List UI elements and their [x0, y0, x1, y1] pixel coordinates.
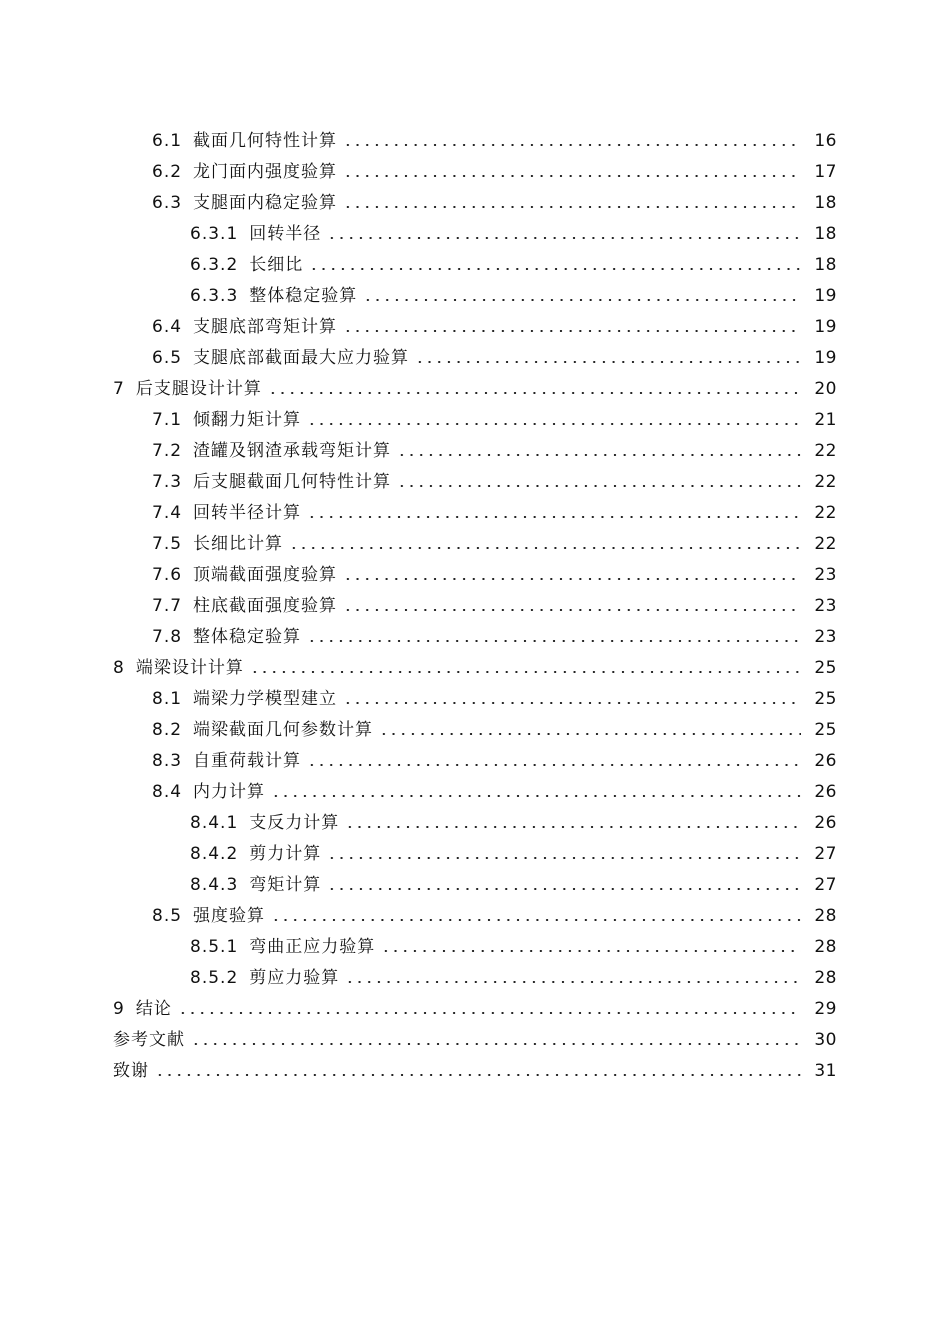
toc-entry-page-number: 27 [814, 844, 837, 864]
dot-leader [397, 454, 801, 456]
dot-leader [343, 330, 801, 332]
toc-entry[interactable] [0, 963, 950, 994]
toc-entry-number: 6.1 [152, 131, 183, 151]
toc-entry[interactable] [0, 839, 950, 870]
dot-leader [307, 640, 801, 642]
toc-entry[interactable] [0, 188, 950, 219]
toc-entry[interactable] [0, 343, 950, 374]
dot-leader [345, 826, 801, 828]
toc-entry-number: 6.4 [152, 317, 183, 337]
toc-entry[interactable] [0, 653, 950, 684]
toc-entry[interactable] [0, 994, 950, 1025]
toc-entry[interactable] [0, 219, 950, 250]
toc-entry-title: 支腿面内稳定验算 [193, 193, 338, 213]
dot-leader [343, 609, 801, 611]
toc-entry[interactable] [0, 312, 950, 343]
toc-entry-page-number: 19 [814, 286, 837, 306]
dot-leader [345, 981, 801, 983]
dot-leader [307, 423, 801, 425]
dot-leader [343, 144, 801, 146]
toc-entry-number: 7.2 [152, 441, 183, 461]
toc-entry[interactable] [0, 250, 950, 281]
dot-leader [327, 888, 801, 890]
toc-entry-title: 长细比计算 [193, 534, 284, 554]
toc-entry-title: 内力计算 [193, 782, 266, 802]
toc-entry-title: 自重荷载计算 [193, 751, 302, 771]
dot-leader [268, 392, 801, 394]
toc-entry-title: 整体稳定验算 [193, 627, 302, 647]
toc-entry-title: 后支腿截面几何特性计算 [193, 472, 392, 492]
toc-entry[interactable] [0, 498, 950, 529]
toc-entry-number: 7.1 [152, 410, 183, 430]
toc-entry-title: 长细比 [249, 255, 304, 275]
toc-entry-number: 7.8 [152, 627, 183, 647]
toc-entry-number: 8.5 [152, 906, 183, 926]
toc-entry-title: 龙门面内强度验算 [193, 162, 338, 182]
toc-entry-number: 8.3 [152, 751, 183, 771]
toc-entry[interactable] [0, 467, 950, 498]
toc-entry-number: 6.3 [152, 193, 183, 213]
toc-entry[interactable] [0, 436, 950, 467]
dot-leader [250, 671, 801, 673]
toc-entry[interactable] [0, 932, 950, 963]
toc-entry[interactable] [0, 591, 950, 622]
toc-entry-title: 端梁力学模型建立 [193, 689, 338, 709]
toc-entry-title: 端梁截面几何参数计算 [193, 720, 374, 740]
toc-entry-page-number: 27 [814, 875, 837, 895]
toc-entry-title: 截面几何特性计算 [193, 131, 338, 151]
dot-leader [309, 268, 801, 270]
toc-entry[interactable] [0, 684, 950, 715]
toc-entry-number: 6.3.3 [190, 286, 239, 306]
toc-entry[interactable] [0, 126, 950, 157]
toc-entry[interactable] [0, 157, 950, 188]
toc-entry[interactable] [0, 870, 950, 901]
toc-entry-title: 剪应力验算 [249, 968, 340, 988]
dot-leader [327, 237, 801, 239]
toc-entry-number: 8.1 [152, 689, 183, 709]
dot-leader [271, 795, 801, 797]
toc-entry-page-number: 23 [814, 596, 837, 616]
toc-entry-page-number: 25 [814, 658, 837, 678]
toc-entry-page-number: 30 [814, 1030, 837, 1050]
toc-entry-page-number: 19 [814, 317, 837, 337]
toc-entry-page-number: 21 [814, 410, 837, 430]
toc-entry-number: 7.6 [152, 565, 183, 585]
toc-entry-title: 倾翻力矩计算 [193, 410, 302, 430]
toc-entry-page-number: 29 [814, 999, 837, 1019]
dot-leader [271, 919, 801, 921]
toc-entry-title: 支腿底部截面最大应力验算 [193, 348, 410, 368]
toc-entry-page-number: 31 [814, 1061, 837, 1081]
toc-entry[interactable] [0, 560, 950, 591]
toc-entry-number: 8.5.2 [190, 968, 239, 988]
toc-entry-page-number: 22 [814, 534, 837, 554]
toc-entry[interactable] [0, 715, 950, 746]
dot-leader [327, 857, 801, 859]
dot-leader [155, 1074, 801, 1076]
dot-leader [397, 485, 801, 487]
toc-entry-title: 支腿底部弯矩计算 [193, 317, 338, 337]
toc-entry-title: 弯曲正应力验算 [249, 937, 376, 957]
toc-entry[interactable] [0, 901, 950, 932]
toc-entry-title: 后支腿设计计算 [135, 379, 262, 399]
toc-entry[interactable] [0, 808, 950, 839]
toc-entry-number: 7.4 [152, 503, 183, 523]
toc-entry[interactable] [0, 281, 950, 312]
toc-entry-number: 8.4.2 [190, 844, 239, 864]
toc-entry-page-number: 18 [814, 224, 837, 244]
toc-entry-page-number: 26 [814, 813, 837, 833]
toc-entry-page-number: 25 [814, 689, 837, 709]
dot-leader [381, 950, 801, 952]
toc-entry[interactable] [0, 529, 950, 560]
toc-entry-title: 参考文献 [113, 1030, 185, 1050]
toc-entry-number: 8.4 [152, 782, 183, 802]
toc-entry-page-number: 28 [814, 937, 837, 957]
toc-entry-number: 8.2 [152, 720, 183, 740]
toc-entry-number: 6.3.2 [190, 255, 239, 275]
toc-entry-title: 结论 [135, 999, 172, 1019]
toc-entry[interactable] [0, 374, 950, 405]
toc-entry-page-number: 25 [814, 720, 837, 740]
dot-leader [289, 547, 801, 549]
dot-leader [307, 516, 801, 518]
toc-entry-page-number: 28 [814, 968, 837, 988]
toc-entry-number: 6.5 [152, 348, 183, 368]
toc-entry-title: 顶端截面强度验算 [193, 565, 338, 585]
dot-leader [343, 206, 801, 208]
toc-entry[interactable] [0, 622, 950, 653]
toc-entry-page-number: 16 [814, 131, 837, 151]
toc-entry-title: 支反力计算 [249, 813, 340, 833]
toc-entry[interactable] [0, 405, 950, 436]
toc-entry-page-number: 28 [814, 906, 837, 926]
toc-entry-page-number: 17 [814, 162, 837, 182]
toc-entry-number: 7.5 [152, 534, 183, 554]
toc-entry-number: 7.3 [152, 472, 183, 492]
toc-entry-title: 回转半径计算 [193, 503, 302, 523]
toc-entry-page-number: 23 [814, 565, 837, 585]
toc-entry-title: 柱底截面强度验算 [193, 596, 338, 616]
toc-entry-title: 渣罐及钢渣承载弯矩计算 [193, 441, 392, 461]
dot-leader [191, 1043, 801, 1045]
toc-entry-number: 8.4.3 [190, 875, 239, 895]
toc-entry-page-number: 26 [814, 782, 837, 802]
toc-entry-title: 剪力计算 [249, 844, 322, 864]
toc-entry-number: 6.2 [152, 162, 183, 182]
toc-entry[interactable] [0, 1025, 950, 1056]
toc-entry-page-number: 26 [814, 751, 837, 771]
toc-entry-title: 强度验算 [193, 906, 266, 926]
toc-entry[interactable] [0, 1056, 950, 1087]
toc-entry[interactable] [0, 777, 950, 808]
dot-leader [363, 299, 801, 301]
toc-entry-number: 8.4.1 [190, 813, 239, 833]
toc-entry-page-number: 23 [814, 627, 837, 647]
toc-entry-number: 7 [113, 379, 125, 399]
toc-entry-number: 7.7 [152, 596, 183, 616]
toc-entry-title: 端梁设计计算 [135, 658, 244, 678]
toc-entry-title: 整体稳定验算 [249, 286, 358, 306]
toc-entry-page-number: 18 [814, 193, 837, 213]
toc-entry[interactable] [0, 746, 950, 777]
toc-entry-number: 8 [113, 658, 125, 678]
dot-leader [343, 175, 801, 177]
dot-leader [307, 764, 801, 766]
toc-entry-number: 6.3.1 [190, 224, 239, 244]
toc-entry-page-number: 22 [814, 441, 837, 461]
toc-entry-title: 致谢 [113, 1061, 149, 1081]
dot-leader [343, 702, 801, 704]
toc-entry-page-number: 20 [814, 379, 837, 399]
toc-entry-page-number: 18 [814, 255, 837, 275]
toc-entry-page-number: 22 [814, 472, 837, 492]
toc-entry-title: 回转半径 [249, 224, 322, 244]
dot-leader [178, 1012, 801, 1014]
table-of-contents [0, 126, 950, 1087]
toc-entry-title: 弯矩计算 [249, 875, 322, 895]
toc-entry-page-number: 22 [814, 503, 837, 523]
toc-entry-page-number: 19 [814, 348, 837, 368]
dot-leader [415, 361, 801, 363]
dot-leader [379, 733, 801, 735]
dot-leader [343, 578, 801, 580]
toc-entry-number: 9 [113, 999, 125, 1019]
toc-entry-number: 8.5.1 [190, 937, 239, 957]
